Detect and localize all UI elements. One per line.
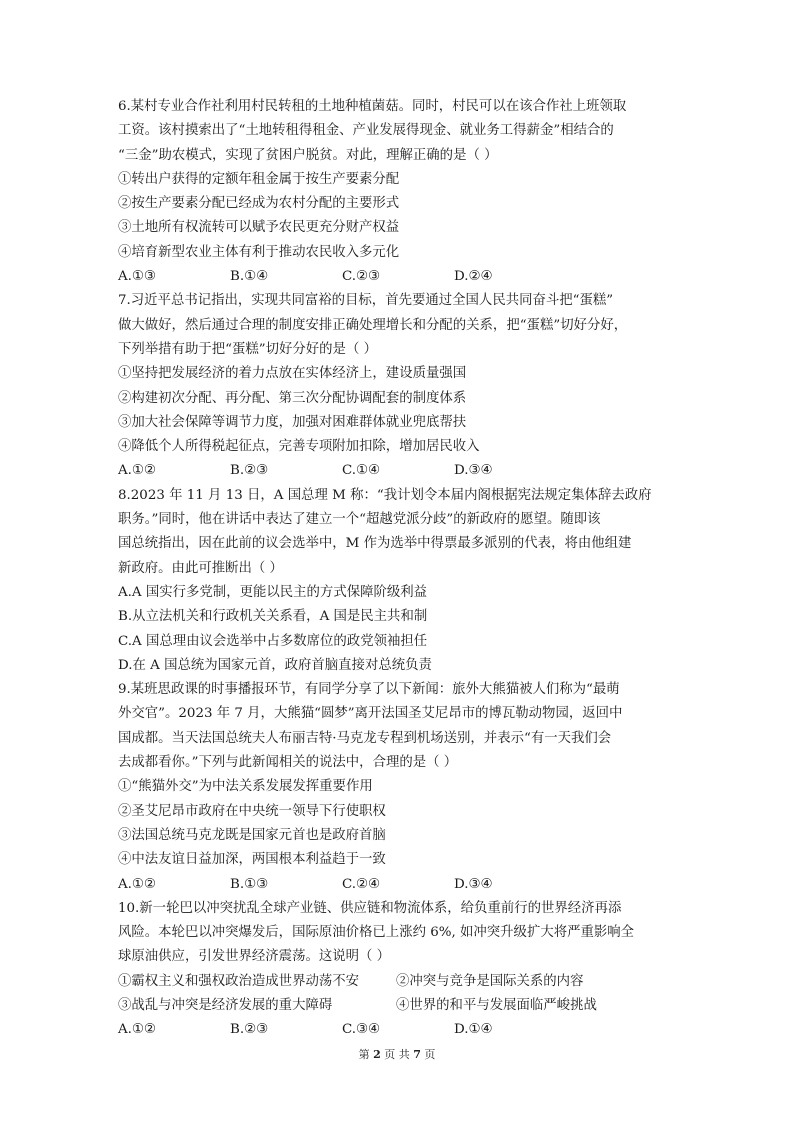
question-stem-line: 外交官”。2023 年 7 月，大熊猫“圆梦”离开法国圣艾尼昂市的博瓦勒动物园，返回中: [118, 706, 623, 722]
option-b: B.①④: [230, 269, 269, 285]
option-b: B.②③: [230, 463, 269, 479]
question-stem-line: 去成都看你。”下列与此新闻相关的说法中，合理的是（ ）: [118, 755, 458, 771]
option-a: A.①②: [118, 1022, 156, 1038]
answer-options: [118, 1018, 684, 1042]
questions-block: [118, 95, 684, 1043]
statement-item: ③战乱与冲突是经济发展的重大障碍: [118, 997, 333, 1013]
statement-item: ①坚持把发展经济的着力点放在实体经济上，建设质量强国: [118, 366, 467, 382]
question-7: [118, 289, 684, 483]
statement-item: ③法国总统马克龙既是国家元首也是政府首脑: [118, 827, 386, 843]
footer-suffix: 页: [424, 1048, 436, 1061]
answer-options: [118, 265, 684, 289]
statement-item: ②冲突与竞争是国际关系的内容: [396, 973, 584, 989]
page-number: 2: [373, 1048, 381, 1061]
answer-options: [118, 459, 684, 483]
question-stem-line: 下列举措有助于把“蛋糕”切好分好的是（ ）: [118, 341, 377, 357]
option-b: B.②③: [230, 1022, 269, 1038]
option-d: D.③④: [454, 876, 493, 892]
question-stem-line: “三金”助农模式，实现了贫困户脱贫。对此，理解正确的是（ ）: [118, 147, 498, 163]
question-stem-line: 工资。该村摸索出了“土地转租得租金、产业发展得现金、就业务工得薪金”相结合的: [118, 123, 614, 139]
option-c: C.A 国总理由议会选举中占多数席位的政党领袖担任: [118, 633, 428, 649]
question-stem-line: 6.某村专业合作社利用村民转租的土地种植菌菇。同时，村民可以在该合作社上班领取: [118, 99, 627, 114]
question-stem-line: 国成都。当天法国总统夫人布丽吉特·马克龙专程到机场送别，并表示“有一天我们会: [118, 730, 612, 746]
question-stem-line: 7.习近平总书记指出，实现共同富裕的目标，首先要通过全国人民共同奋斗把“蛋糕”: [118, 293, 614, 309]
statement-item: ④培育新型农业主体有利于推动农民收入多元化: [118, 244, 400, 260]
question-stem-line: 国总统指出，因在此前的议会选举中，M 作为选举中得票最多派别的代表，将由他组建: [118, 536, 632, 552]
statement-item: ②构建初次分配、再分配、第三次分配协调配套的制度体系: [118, 390, 467, 406]
option-c: C.②④: [342, 876, 381, 892]
total-pages: 7: [413, 1048, 421, 1061]
statement-item: ①“熊猫外交”为中法关系发展发挥重要作用: [118, 779, 373, 795]
statement-item: ①霸权主义和强权政治造成世界动荡不安: [118, 973, 360, 989]
option-a: A.①②: [118, 876, 156, 892]
option-d: D.③④: [454, 463, 493, 479]
answer-options: [118, 873, 684, 897]
option-d: D.②④: [454, 269, 493, 285]
statement-item: ②圣艾尼昂市政府在中央统一领导下行使职权: [118, 803, 386, 819]
option-b: B.①③: [230, 876, 269, 892]
question-8: [118, 484, 684, 678]
question-stem-line: 风险。本轮巴以冲突爆发后，国际原油价格已上涨约 6%, 如冲突升级扩大将严重影响全: [118, 925, 635, 941]
question-stem-line: 新政府。由此可推断出（ ）: [118, 560, 283, 576]
question-stem-line: 10.新一轮巴以冲突扰乱全球产业链、供应链和物流体系，给负重前行的世界经济再添: [118, 900, 622, 916]
option-d: D.在 A 国总统为国家元首，政府首脑直接对总统负责: [118, 657, 432, 673]
statement-pair: [118, 994, 684, 1018]
question-stem-line: 球原油供应，引发世界经济震荡。这说明（ ）: [118, 949, 391, 965]
footer-middle: 页 共: [384, 1048, 410, 1061]
option-b: B.从立法机关和行政机关关系看，A 国是民主共和制: [118, 609, 428, 625]
option-d: D.①④: [454, 1022, 493, 1038]
question-stem-line: 做大做好，然后通过合理的制度安排正确处理增长和分配的关系，把“蛋糕”切好分好，: [118, 317, 628, 333]
statement-pair: [118, 970, 684, 994]
question-stem-line: 职务。”同时，他在讲话中表达了建立一个“超越党派分歧”的新政府的愿望。随即该: [118, 512, 601, 528]
question-10: [118, 897, 684, 1043]
statement-item: ①转出户获得的定额年租金属于按生产要素分配: [118, 171, 400, 187]
option-a: A.①③: [118, 269, 156, 285]
option-c: C.②③: [342, 269, 381, 285]
option-a: A.A 国实行多党制，更能以民主的方式保障阶级利益: [118, 584, 428, 600]
statement-item: ②按生产要素分配已经成为农村分配的主要形式: [118, 196, 400, 212]
statement-item: ④降低个人所得税起征点，完善专项附加扣除，增加居民收入: [118, 439, 480, 455]
option-a: A.①②: [118, 463, 156, 479]
option-c: C.①④: [342, 463, 381, 479]
option-c: C.③④: [342, 1022, 381, 1038]
statement-item: ③土地所有权流转可以赋予农民更充分财产权益: [118, 220, 400, 236]
question-stem-line: 9.某班思政课的时事播报环节，有同学分享了以下新闻：旅外大熊猫被人们称为“最萌: [118, 682, 620, 698]
statement-item: ④中法友谊日益加深，两国根本利益趋于一致: [118, 852, 386, 868]
statement-item: ④世界的和平与发展面临严峻挑战: [396, 997, 597, 1013]
question-6: [118, 95, 684, 289]
statement-item: ③加大社会保障等调节力度，加强对困难群体就业兜底帮扶: [118, 414, 467, 430]
question-9: [118, 678, 684, 897]
footer-prefix: 第: [358, 1048, 370, 1061]
page-footer: [0, 1046, 794, 1062]
question-stem-line: 8.2023 年 11 月 13 日，A 国总理 M 称：“我计划令本届内阁根据宪法规定集体辞去政府: [118, 487, 652, 503]
